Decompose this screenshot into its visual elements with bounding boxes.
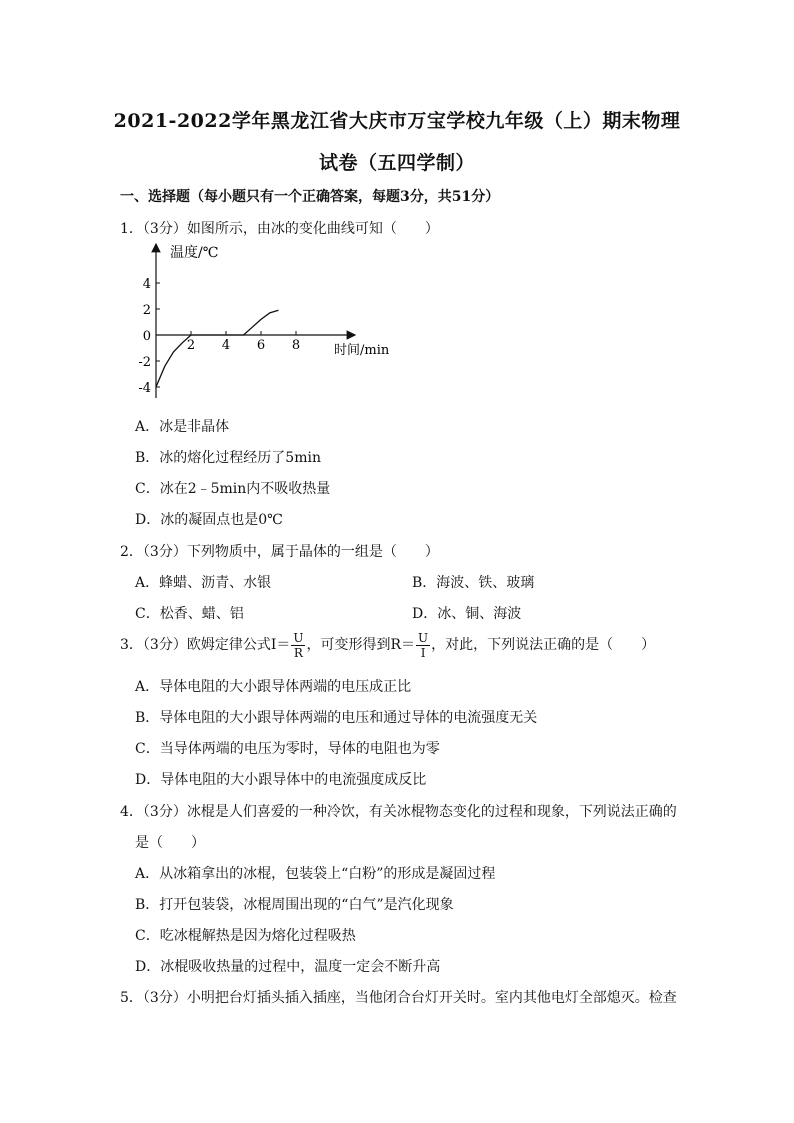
question-2-stem: 2．（3分）下列物质中，属于晶体的一组是（ ） xyxy=(120,544,439,560)
x-tick-label: 6 xyxy=(256,338,266,353)
y-tick-label: -4 xyxy=(138,381,151,396)
y-tick-label: 0 xyxy=(142,329,151,344)
question-1-stem: 1．（3分）如图所示，由冰的变化曲线可知（ ） xyxy=(120,221,439,237)
question-1-option-b: B．冰的熔化过程经历了5min xyxy=(135,450,321,466)
ice-temperature-chart xyxy=(130,238,430,408)
paper-title-line2: 试卷（五四学制） xyxy=(318,152,475,174)
y-tick-label: -2 xyxy=(138,355,151,370)
y-axis-label: 温度/℃ xyxy=(170,245,219,261)
question-3-option-c: C．当导体两端的电压为零时，导体的电阻也为零 xyxy=(135,741,440,757)
question-4-stem-line1: 4．（3分）冰棍是人们喜爱的一种冷饮，有关冰棍物态变化的过程和现象，下列说法正确的 xyxy=(120,804,677,820)
question-3-option-b: B．导体电阻的大小跟导体两端的电压和通过导体的电流强度无关 xyxy=(135,710,538,726)
question-4-stem-line2: 是（ ） xyxy=(135,835,205,851)
x-tick-label: 2 xyxy=(186,338,196,353)
x-tick-label: 8 xyxy=(291,338,301,353)
fraction-denominator: I xyxy=(420,645,426,660)
question-2-option-a: A．蜂蜡、沥青、水银 xyxy=(135,575,272,591)
x-axis-label: 时间/min xyxy=(334,343,390,358)
question-1-option-a: A．冰是非晶体 xyxy=(135,419,230,435)
question-2-option-d: D．冰、铜、海波 xyxy=(412,606,522,622)
y-tick-label: 4 xyxy=(142,277,151,292)
formula-u-over-i xyxy=(416,631,430,660)
question-2-option-c: C．松香、蜡、铝 xyxy=(135,606,244,622)
question-1-option-c: C．冰在2﹣5min内不吸收热量 xyxy=(135,481,331,497)
section-heading-choice: 一、选择题（每小题只有一个正确答案，每题3分，共51分） xyxy=(120,189,500,205)
question-4-option-a: A．从冰箱拿出的冰棍，包装袋上“白粉”的形成是凝固过程 xyxy=(135,866,496,882)
question-2-option-b: B．海波、铁、玻璃 xyxy=(412,575,535,591)
question-4-option-c: C．吃冰棍解热是因为熔化过程吸热 xyxy=(135,928,356,944)
paper-title-line1: 2021-2022学年黑龙江省大庆市万宝学校九年级（上）期末物理 xyxy=(113,110,681,132)
fraction-numerator: U xyxy=(293,630,304,645)
formula-u-over-r xyxy=(291,631,305,660)
question-4-option-b: B．打开包装袋，冰棍周围出现的“白气”是汽化现象 xyxy=(135,897,454,913)
question-5-stem: 5．（3分）小明把台灯插头插入插座，当他闭合台灯开关时。室内其他电灯全部熄灭。检查 xyxy=(120,990,677,1006)
question-3-stem-part-a: 3．（3分）欧姆定律公式I＝ xyxy=(120,637,291,653)
fraction-denominator: R xyxy=(293,645,303,660)
question-3-stem xyxy=(120,630,655,660)
question-1-option-d: D．冰的凝固点也是0℃ xyxy=(135,512,283,528)
y-tick-label: 2 xyxy=(142,303,151,318)
question-3-option-a: A．导体电阻的大小跟导体两端的电压成正比 xyxy=(135,679,412,695)
question-3-option-d: D．导体电阻的大小跟导体中的电流强度成反比 xyxy=(135,772,427,788)
x-tick-label: 4 xyxy=(221,338,231,353)
question-3-stem-part-b: ，可变形得到R＝ xyxy=(306,637,416,653)
fraction-numerator: U xyxy=(418,630,429,645)
question-4-option-d: D．冰棍吸收热量的过程中，温度一定会不断升高 xyxy=(135,959,441,975)
question-3-stem-part-c: ，对此，下列说法正确的是（ ） xyxy=(431,637,656,653)
